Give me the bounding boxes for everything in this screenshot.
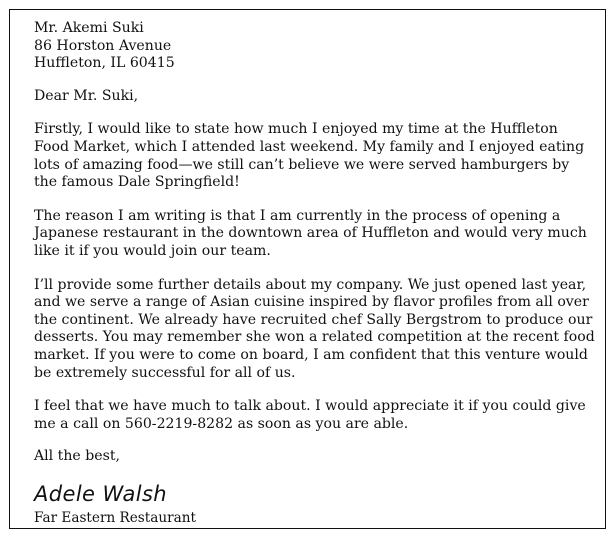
signature: Adele Walsh — [34, 481, 168, 506]
paragraph-4: I feel that we have much to talk about. I would appreciate it if you could give me a call on 560-2219-8282 as soon as you are able. — [34, 398, 586, 432]
paragraph-3: I’ll provide some further details about my company. We just opened last year, and we serve a range of Asian cuisine inspired by flavor profiles from all over the continent. We already have recruited chef Sally Bergstrom to produce our desserts. You may remember she won a related competition at the recent food market. If you were to come on board, I am confident that this venture would be extremely successful for all of us. — [34, 276, 595, 381]
paragraph-1: Firstly, I would like to state how much I enjoyed my time at the Huffleton Food Market, which I attended last weekend. My family and I enjoyed eating lots of amazing food—we still can’t believe we were served hamburgers by the famous Dale Springfield! — [34, 121, 585, 191]
recipient-city: Huffleton, IL 60415 — [34, 55, 175, 72]
closing: All the best, — [34, 448, 120, 465]
salutation: Dear Mr. Suki, — [34, 87, 139, 104]
recipient-address — [34, 20, 595, 73]
company-name: Far Eastern Restaurant — [34, 509, 196, 526]
recipient-name: Mr. Akemi Suki — [34, 20, 144, 36]
recipient-street: 86 Horston Avenue — [34, 37, 172, 54]
paragraph-2: The reason I am writing is that I am currently in the process of opening a Japanese restaurant in the downtown area of Huffleton and would very much like it if you would join our team. — [34, 207, 587, 259]
letter — [9, 9, 606, 529]
